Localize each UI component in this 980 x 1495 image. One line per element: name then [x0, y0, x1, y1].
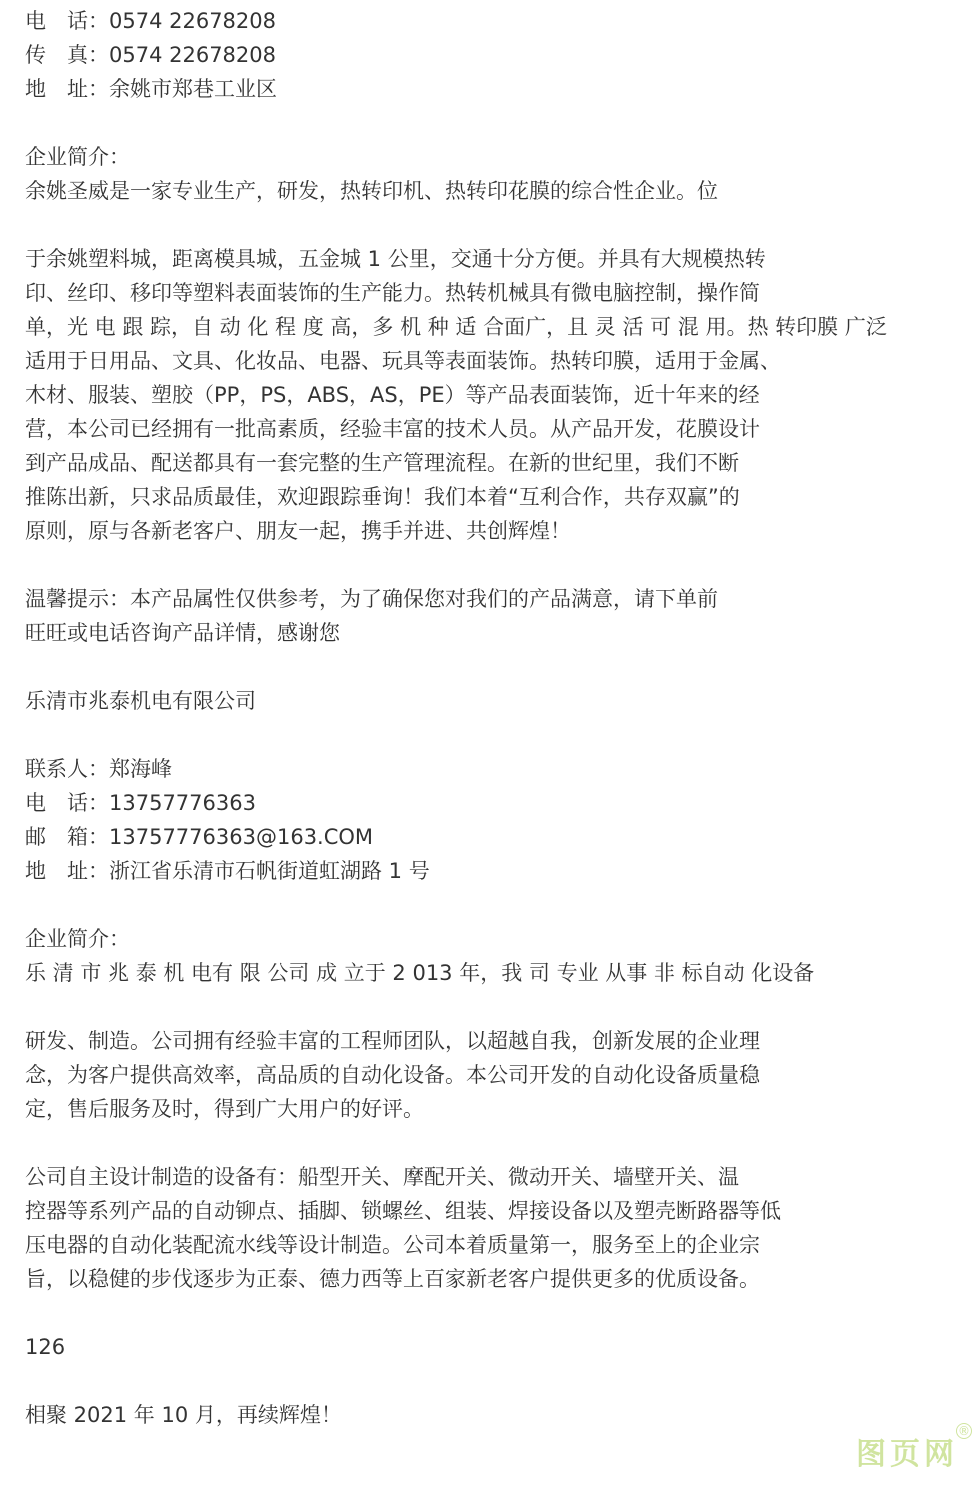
intro-text-line: 念，为客户提供高效率，高品质的自动化设备。本公司开发的自动化设备质量稳	[25, 1063, 760, 1087]
address-line: 地 址：余姚市郑巷工业区	[25, 77, 277, 101]
intro-text-line: 定，售后服务及时，得到广大用户的好评。	[25, 1097, 424, 1121]
phone-line: 电 话：0574 22678208	[25, 9, 277, 33]
intro-text-line: 研发、制造。公司拥有经验丰富的工程师团队，以超越自我，创新发展的企业理	[25, 1029, 760, 1053]
fax-line: 传 真：0574 22678208	[25, 43, 277, 67]
watermark-text: 图页网	[856, 1437, 958, 1472]
company-name: 乐清市兆泰机电有限公司	[25, 689, 256, 713]
contact-line: 联系人：郑海峰	[25, 757, 172, 781]
equipment-text-line: 公司自主设计制造的设备有：船型开关、摩配开关、微动开关、墙壁开关、温	[25, 1165, 739, 1189]
tip-line: 旺旺或电话咨询产品详情，感谢您	[25, 621, 340, 645]
intro-text-line: 单，光 电 跟 踪，自 动 化 程 度 高，多 机 种 适 合面广，且 灵 活 可 混 用。热 转印膜 广泛	[25, 315, 887, 339]
page-number: 126	[25, 1335, 66, 1359]
intro-text-line: 印、丝印、移印等塑料表面装饰的生产能力。热转机械具有微电脑控制，操作简	[25, 281, 760, 305]
equipment-text-line: 旨，以稳健的步伐逐步为正泰、德力西等上百家新老客户提供更多的优质设备。	[25, 1267, 760, 1291]
intro-text-line: 到产品成品、配送都具有一套完整的生产管理流程。在新的世纪里，我们不断	[25, 451, 739, 475]
intro-text-line: 木材、服装、塑胶（PP，PS，ABS，AS，PE）等产品表面装饰，近十年来的经	[25, 383, 760, 407]
intro-heading: 企业简介：	[25, 145, 130, 169]
intro-text-line: 乐 清 市 兆 泰 机 电有 限 公司 成 立于 2 013 年，我 司 专业 从事 非 标自动 化设备	[25, 961, 815, 985]
intro-text-line: 余姚圣威是一家专业生产，研发，热转印机、热转印花膜的综合性企业。位	[25, 179, 718, 203]
registered-mark-icon: ®	[958, 1424, 970, 1438]
closing-line: 相聚 2021 年 10 月，再续辉煌！	[25, 1403, 342, 1427]
tip-line: 温馨提示：本产品属性仅供参考，为了确保您对我们的产品满意，请下单前	[25, 587, 718, 611]
intro-text-line: 推陈出新，只求品质最佳，欢迎跟踪垂询！我们本着“互利合作，共存双赢”的	[25, 485, 740, 509]
watermark-logo	[856, 1424, 970, 1475]
equipment-text-line: 控器等系列产品的自动铆点、插脚、锁螺丝、组装、焊接设备以及塑壳断路器等低	[25, 1199, 781, 1223]
intro-heading: 企业简介：	[25, 927, 130, 951]
intro-text-line: 于余姚塑料城，距离模具城，五金城 1 公里，交通十分方便。并具有大规模热转	[25, 247, 766, 271]
address-line: 地 址：浙江省乐清市石帆街道虹湖路 1 号	[25, 859, 430, 883]
document-body	[25, 4, 955, 1432]
intro-text-line: 营，本公司已经拥有一批高素质，经验丰富的技术人员。从产品开发，花膜设计	[25, 417, 760, 441]
equipment-text-line: 压电器的自动化装配流水线等设计制造。公司本着质量第一，服务至上的企业宗	[25, 1233, 760, 1257]
email-line: 邮 箱：13757776363@163.COM	[25, 825, 374, 849]
intro-text-line: 适用于日用品、文具、化妆品、电器、玩具等表面装饰。热转印膜，适用于金属、	[25, 349, 781, 373]
phone-line: 电 话：13757776363	[25, 791, 256, 815]
intro-text-line: 原则，原与各新老客户、朋友一起，携手并进、共创辉煌！	[25, 519, 571, 543]
